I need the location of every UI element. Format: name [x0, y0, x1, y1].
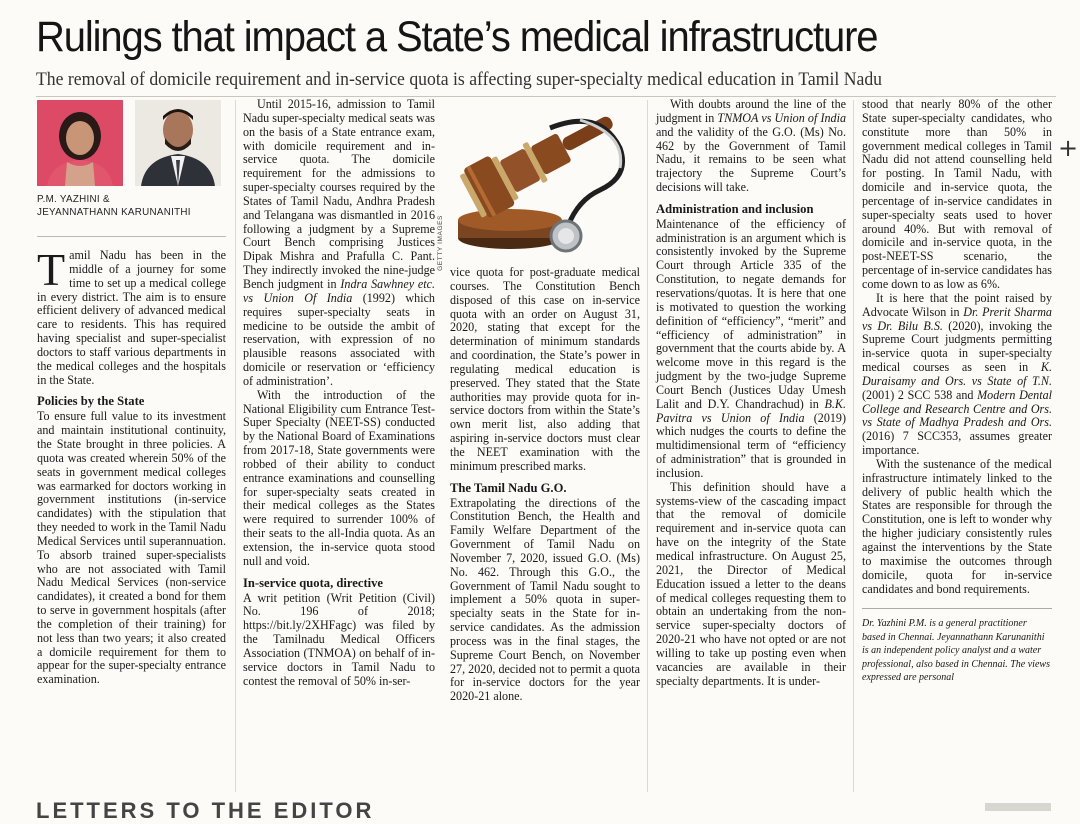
article-paragraph: [656, 218, 846, 481]
author-line-2: JEYANNATHANN KARUNANITHI: [37, 206, 191, 218]
author-photo-yazhini: [37, 100, 123, 186]
author-bio-text: Dr. Yazhini P.M. is a general practitioner based in Chennai. Jeyannathann Karunanithi is an independent policy analyst and a water professional, also based in Chennai. The views expressed are personal: [862, 618, 1050, 684]
article-paragraph-text: It is here that the point raised by Advocate Wilson in: [862, 290, 1052, 319]
case-citation: TNMOA vs Union of India: [717, 110, 847, 125]
author-line-1: P.M. YAZHINI &: [37, 194, 110, 205]
article-paragraph: To ensure full value to its investment and maintain institutional continuity, the State brought in three policies. A quota was created wherein 50% of the seats in government medical colleges was earmarked for doctors working in government institutions (in-service candidates) with the stipulation that they needed to work in the Tamil Nadu Medical Services until superannuation. To absorb trained super-specialists who are not associated with Tamil Nadu Medical Services (non-service candidates), it created a bond for them to serve in government hospitals (after the completion of their training) for not less than two years; it also created a domicile requirement for them to appear for the super-specialty entrance examination.: [37, 409, 226, 687]
article-paragraph: A writ petition (Writ Petition (Civil) No. 196 of 2018; https://bit.ly/2XHFagc) was filed by the Tamilnadu Medical Officers Association (TNMOA) on behalf of in-service doctors in Tamil Nadu to contest the removal of 50% in-ser-: [243, 590, 435, 688]
next-section-heading: LETTERS TO THE EDITOR: [36, 798, 375, 823]
column-divider: [235, 100, 236, 792]
column-divider: [853, 100, 854, 792]
article-paragraph-text: (2001) 2 SCC 538 and: [862, 387, 974, 402]
photo-credit: GETTY IMAGES: [437, 215, 444, 271]
author-byline: [37, 194, 226, 219]
article-paragraph: vice quota for post-graduate medical courses. The Constitution Bench disposed of this case on in-service quota with an order on August 31, 2020, stating that except for the determination of minimum standards and coordination, the State’s power in regulating medical education is preserved. They stated that the State authorities may provide quota for in-service doctors from within the State’s own merit list, also adding that aspiring in-service doctors must clear the NEET examination with the minimum prescribed marks.: [450, 265, 640, 473]
case-citation: B.K. Pavitra vs Union of India: [656, 396, 846, 425]
column-3: [450, 98, 640, 704]
plus-icon: +: [1058, 134, 1079, 162]
column-divider: [647, 100, 648, 792]
case-citation: Indra Sawhney etc. vs Union Of India: [243, 276, 435, 305]
gavel-stethoscope-illustration: [450, 98, 640, 258]
byline-divider: [37, 236, 226, 237]
article-paragraph: With the introduction of the National Eligibility cum Entrance Test-Super Specialty (NEET-SS) conducted by the National Board of Examinations from 2017-18, State governments were robbed of their ability to conduct entrance examinations and counselling for super-specialty seats created in their medical colleges as the States were required to surrender 100% of their seats to the all-India quota. As an extension, the in-service quota stood null and void.: [243, 387, 435, 568]
author-bio: [862, 617, 1052, 685]
footer-bar: [985, 803, 1051, 811]
article-paragraph: [656, 98, 846, 195]
subheading-administration: Administration and inclusion: [656, 201, 814, 216]
column-2: [243, 98, 435, 688]
author-photo-jeyannathann: [135, 100, 221, 186]
drop-cap: T: [37, 244, 66, 295]
subheading-policies: Policies by the State: [37, 394, 145, 409]
article-paragraph: This definition should have a systems-view of the cascading impact that the removal of domicile requirement and in-service quota can have on the integrity of the State medical infrastructure. On August 25, 2021, the Director of Medical Education issued a letter to the deans of medical colleges requesting them to obtain an undertaking from the non-service super-specialty doctors of 2020-21 who have not opted or are not willing to take up posting even when vacancies are available in their specialty departments. It is under-: [656, 479, 846, 688]
article-paragraph-text: Until 2015-16, admission to Tamil Nadu super-specialty medical seats was on the basis of a State entrance exam, with domicile requirement and in-service quota. The domicile requirement for the admissions to super-specialty courses required by the States of Tamil Nadu, Andhra Pradesh and Telangana was dismantled in 2016 following a judgment by a Supreme Court Bench comprising Justices Dipak Mishra and Prafulla C. Pant. They indirectly invoked the nine-judge Bench judgment in: [243, 97, 435, 291]
article-paragraph-text: and the validity of the G.O. (Ms) No. 462 by the Government of Tamil Nadu, it remains to be seen what trajectory the Supreme Court’s decisions will take.: [656, 124, 846, 195]
column-5: [862, 98, 1052, 685]
article-paragraph-text: amil Nadu has been in the middle of a journey for some time to set up a medical college in every district. The aim is to ensure efficient delivery of advanced medical care to residents. This has required having specialist and super-specialist doctors to staff various departments in the medical colleges and the hospitals in the State.: [37, 248, 226, 387]
article-paragraph: With the sustenance of the medical infrastructure intimately linked to the delivery of public health which the States are responsible for through the Constitution, one is left to wonder why the higher judiciary consistently rules against the interventions by the State to maximise the outcomes through domicile, quota for in-service candidates and bond requirements.: [862, 456, 1052, 596]
column-4: [656, 98, 846, 688]
article-paragraph: Extrapolating the directions of the Constitution Bench, the Health and Family Welfare Department of the Government of Tamil Nadu on November 7, 2020, issued G.O. (Ms) No. 462. Through this G.O., the Government of Tamil Nadu sought to implement a 50% quota in super-specialty seats in the State for in-service candidates. As the admission process was in the final stages, the Supreme Court Bench, on November 27, 2020, decided not to permit a quota for in-service doctors for the year 2020-21 alone.: [450, 495, 640, 704]
article-paragraph-text: (2020), invoking the Supreme Court judgments permitting in-service quota in super-specialty medical courses as seen in: [862, 318, 1052, 375]
article-paragraph-text: Maintenance of the efficiency of administration is an argument which is consistently invoked by the Supreme Court through Article 335 of the Constitution, to negate demands for reservations/quotas. It is here that one is motivated to question the working definition of “efficiency”, “merit” and “efficiency of administration” in government that the courts abide by. A welcome move in this regard is the judgment by the two-judge Supreme Court Bench (Justices Uday Umesh Lalit and D.Y. Chandrachud) in: [656, 216, 846, 411]
column-1: [37, 98, 226, 687]
subheading-in-service-quota: In-service quota, directive: [243, 575, 384, 590]
case-citation: Modern Dental College and Research Centre and Ors. vs State of Madhya Pradesh and Ors.: [862, 387, 1052, 430]
deck: The removal of domicile requirement and in-service quota is affecting super-specialty medical education in Tamil Nadu: [36, 70, 882, 90]
article-paragraph-text: With doubts around the line of the judgment in: [656, 97, 846, 125]
bio-divider: [862, 608, 1052, 609]
article-paragraph: [862, 292, 1052, 458]
article-paragraph-text: (2019) which nudges the courts to define the multidimensional term of “efficiency of administration” that is grounded in inclusion.: [656, 410, 846, 480]
case-citation: Dr. Prerit Sharma vs Dr. Bilu B.S.: [862, 304, 1052, 333]
article-paragraph: [243, 98, 435, 389]
case-citation: K. Duraisamy and Ors. vs State of T.N.: [862, 360, 1052, 388]
subheading-tamil-nadu-go: The Tamil Nadu G.O.: [450, 480, 567, 495]
article-paragraph: stood that nearly 80% of the other State super-specialty candidates, who constitute more than 50% in government medical colleges in Tamil Nadu did not attend counselling held for posting. In Tamil Nadu, with domicile and in-service quota, the percentage of in-service candidates in super-specialty seats used to hover around 40%. But with removal of domicile and in-service quota, in the post-NEET-SS scenario, the percentage of in-service candidates has come down to as low as 6%.: [862, 97, 1052, 291]
headline: Rulings that impact a State’s medical infrastructure: [36, 13, 878, 61]
article-paragraph: [37, 244, 226, 387]
article-paragraph-text: (2016) 7 SCC353, assumes greater importance.: [862, 429, 1052, 458]
article-paragraph-text: (1992) which requires super-specialty seats in medicine to be outside the ambit of reservation, with expression of no plausible reasons associated with domicile or reservation or ‘efficiency of administration’.: [243, 290, 435, 388]
author-photos: [37, 100, 226, 186]
